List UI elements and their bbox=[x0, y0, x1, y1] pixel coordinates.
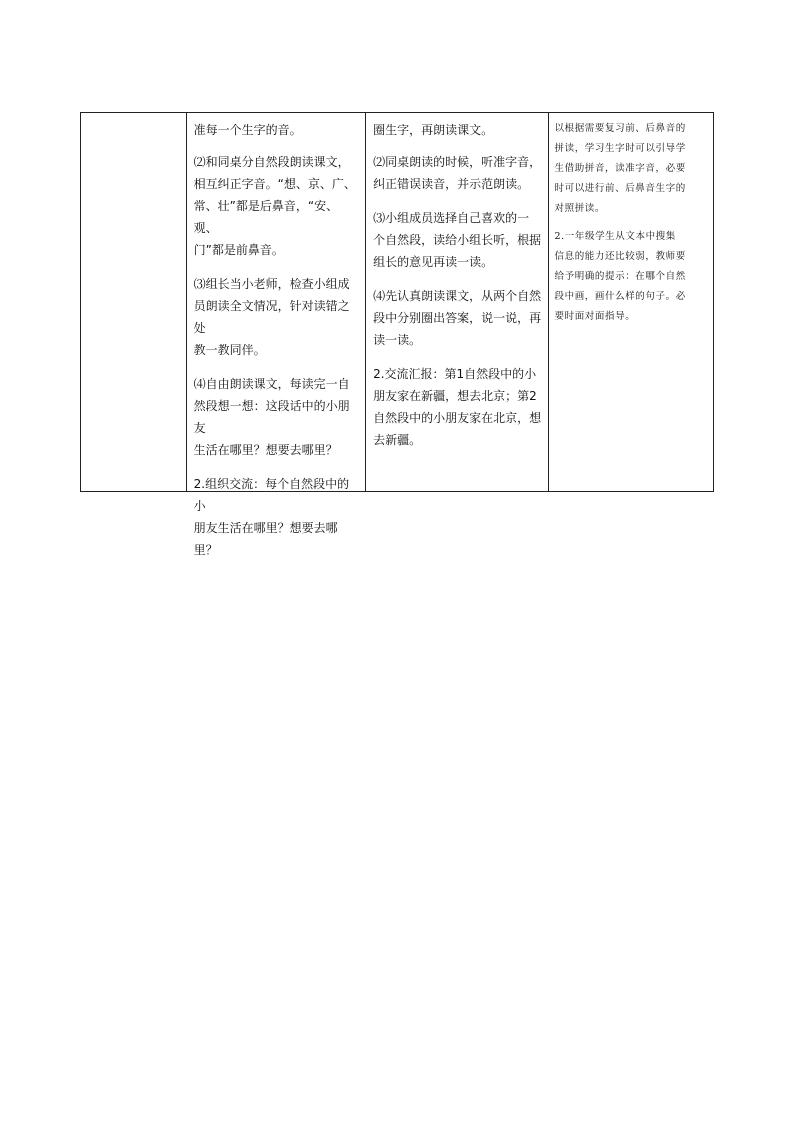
table-column-empty bbox=[81, 113, 187, 491]
table-column-student-activities bbox=[366, 113, 548, 491]
student-paragraph: ⑵同桌朗读的时候，听准字音， 纠正错误读音，并示范朗读。 bbox=[373, 155, 542, 191]
teacher-paragraph: ⑶组长当小老师，检查小组成 员朗读全文情况，针对读错之处 教一教同伴。 bbox=[193, 277, 350, 357]
note-paragraph: 2.一年级学生从文本中搜集 信息的能力还比较弱，教师要 给予明确的提示：在哪个自然 段中画，画什么样的句子。必 要时面对面指导。 bbox=[554, 231, 686, 322]
note-paragraph: 以根据需要复习前、后鼻音的 拼读，学习生字时可以引导学 生借助拼音，读准字音，必要 时可以进行前、后鼻音生字的 对照拼读。 bbox=[554, 123, 686, 214]
student-paragraph: ⑷先认真朗读课文，从两个自然 段中分别圈出答案，说一说，再 读一读。 bbox=[373, 289, 542, 347]
table-column-notes bbox=[549, 113, 713, 491]
student-paragraph: 2.交流汇报：第1自然段中的小 朋友家在新疆，想去北京；第2 自然段中的小朋友家在北京，想 去新疆。 bbox=[373, 367, 542, 447]
teacher-paragraph: 准每一个生字的音。 bbox=[193, 123, 302, 137]
teacher-paragraph: 2.组织交流：每个自然段中的小 朋友生活在哪里？想要去哪里？ bbox=[193, 477, 350, 557]
teacher-paragraph: ⑷自由朗读课文，每读完一自 然段想一想：这段话中的小朋友 生活在哪里？想要去哪里？ bbox=[193, 377, 350, 457]
student-paragraph: ⑶小组成员选择自己喜欢的一 个自然段，读给小组长听，根据 组长的意见再读一读。 bbox=[373, 211, 542, 269]
table-column-teacher-activities bbox=[187, 113, 366, 557]
teacher-paragraph: ⑵和同桌分自然段朗读课文， 相互纠正字音。“想、京、广、 常、壮”都是后鼻音，“安、观、 门”都是前鼻音。 bbox=[193, 155, 356, 257]
student-paragraph: 圈生字，再朗读课文。 bbox=[373, 123, 494, 137]
lesson-table bbox=[80, 112, 714, 557]
